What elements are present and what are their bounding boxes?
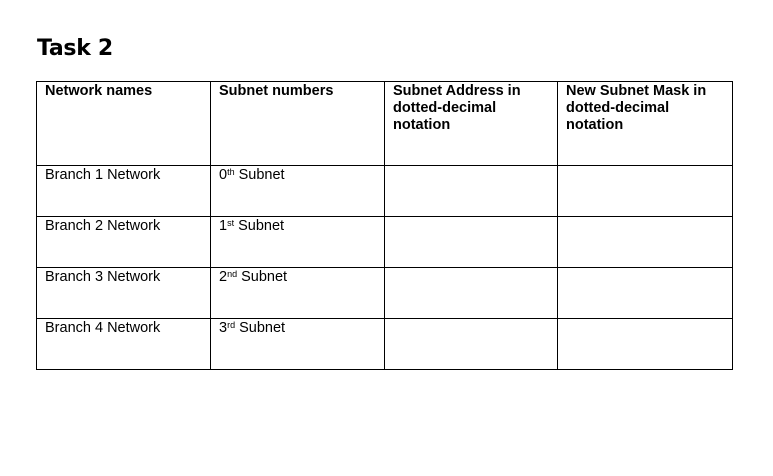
- subnet-mask-cell[interactable]: [558, 166, 733, 217]
- subnet-address-cell[interactable]: [385, 166, 558, 217]
- table-row: [37, 268, 733, 319]
- table-row: [37, 166, 733, 217]
- header-subnet-address: Subnet Address in dotted-decimal notation: [385, 82, 558, 166]
- task-title: Task 2: [37, 36, 113, 61]
- subnet-number: 2: [219, 269, 228, 285]
- subnet-word: Subnet: [234, 167, 285, 183]
- network-name-cell: Branch 3 Network: [37, 268, 211, 319]
- subnet-number-cell: [211, 319, 385, 370]
- subnet-address-cell[interactable]: [385, 268, 558, 319]
- subnet-number-cell: [211, 268, 385, 319]
- ordinal-suffix: rd: [227, 320, 236, 330]
- subnet-word: Subnet: [235, 320, 286, 336]
- header-subnet-mask: New Subnet Mask in dotted-decimal notation: [558, 82, 733, 166]
- subnet-mask-cell[interactable]: [558, 319, 733, 370]
- ordinal-suffix: st: [227, 218, 235, 228]
- subnet-mask-cell[interactable]: [558, 268, 733, 319]
- subnet-address-cell[interactable]: [385, 217, 558, 268]
- ordinal-suffix: nd: [227, 269, 238, 279]
- header-subnet-numbers: Subnet numbers: [211, 82, 385, 166]
- subnet-table: [36, 81, 733, 370]
- subnet-word: Subnet: [234, 218, 285, 234]
- subnet-address-cell[interactable]: [385, 319, 558, 370]
- ordinal-suffix: th: [227, 167, 235, 177]
- network-name-cell: Branch 1 Network: [37, 166, 211, 217]
- network-name-cell: Branch 4 Network: [37, 319, 211, 370]
- subnet-number: 0: [219, 167, 228, 183]
- subnet-number: 3: [219, 320, 228, 336]
- network-name-cell: Branch 2 Network: [37, 217, 211, 268]
- subnet-number-cell: [211, 217, 385, 268]
- table-row: [37, 319, 733, 370]
- subnet-number-cell: [211, 166, 385, 217]
- table-header-row: [37, 82, 733, 166]
- table-row: [37, 217, 733, 268]
- subnet-mask-cell[interactable]: [558, 217, 733, 268]
- subnet-word: Subnet: [237, 269, 288, 285]
- subnet-number: 1: [219, 218, 228, 234]
- header-network-names: Network names: [37, 82, 211, 166]
